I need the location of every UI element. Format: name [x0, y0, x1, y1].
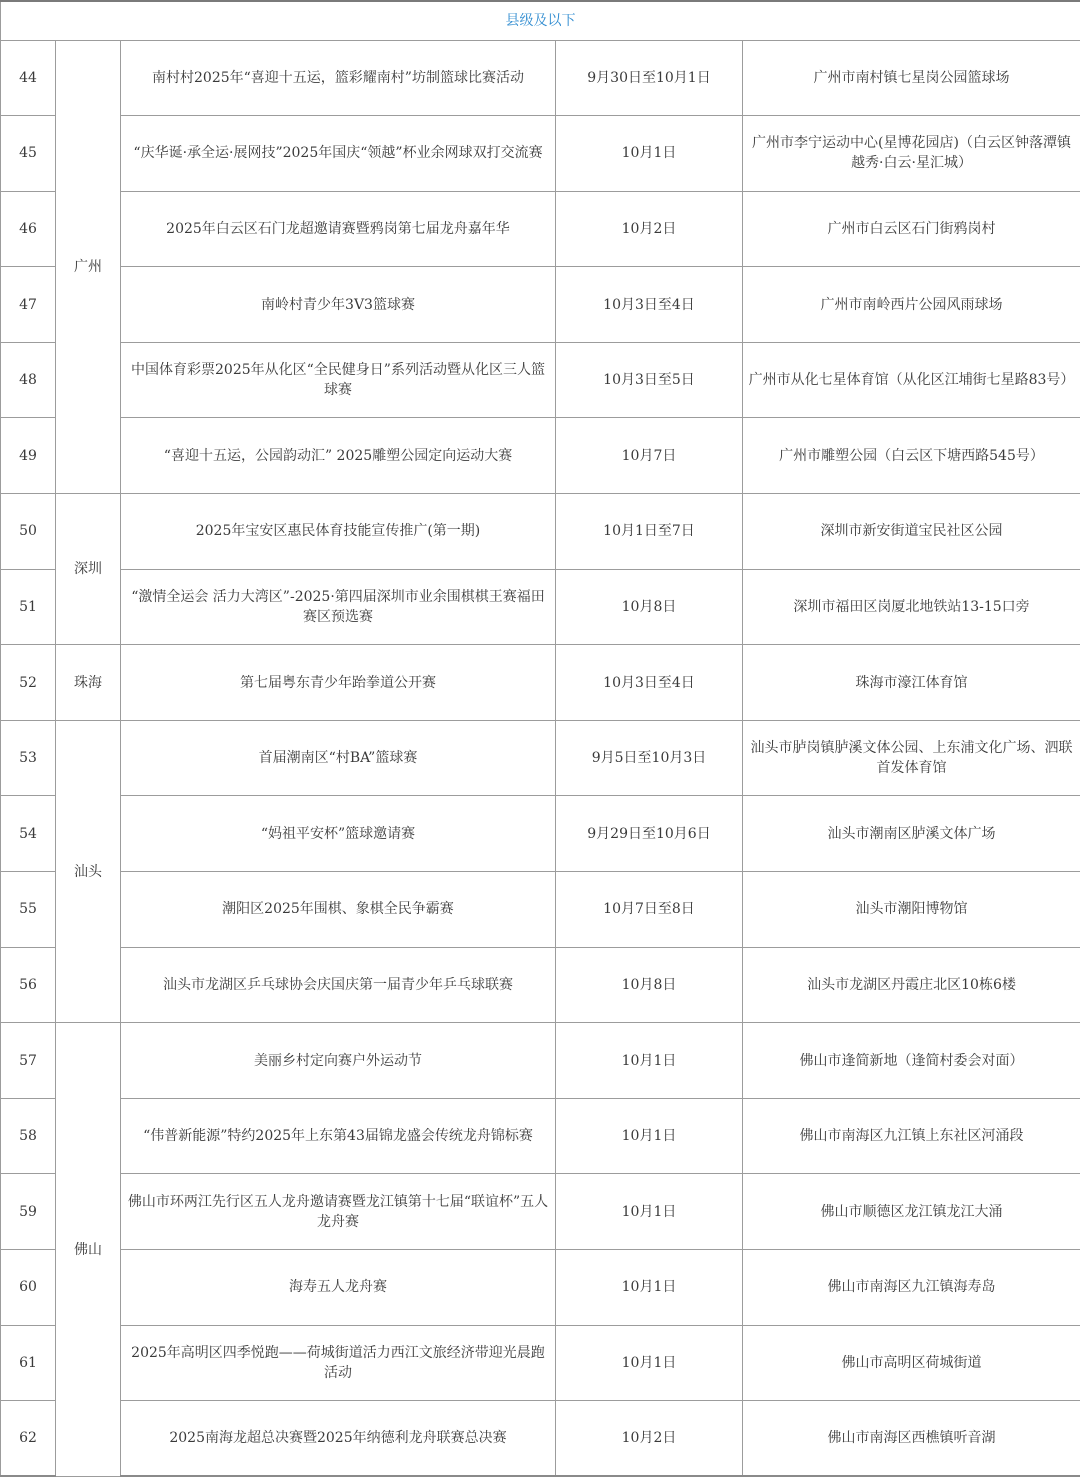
city-cell: 佛山 [56, 1023, 121, 1477]
event-location: 广州市李宁运动中心(星博花园店)（白云区钟落潭镇越秀·白云·星汇城） [743, 116, 1080, 192]
event-name: “喜迎十五运，公园韵动汇” 2025雕塑公园定向运动大赛 [121, 418, 556, 494]
table-row [1, 1401, 1080, 1477]
table-row [1, 720, 1080, 796]
table-row [1, 1174, 1080, 1250]
event-location: 广州市从化七星体育馆（从化区江埔街七星路83号） [743, 342, 1080, 418]
event-date: 10月8日 [556, 569, 743, 645]
table-row [1, 645, 1080, 721]
event-location: 佛山市南海区九江镇海寿岛 [743, 1250, 1080, 1326]
event-name: “伟普新能源”特约2025年上东第43届锦龙盛会传统龙舟锦标赛 [121, 1098, 556, 1174]
event-location: 佛山市顺德区龙江镇龙江大涌 [743, 1174, 1080, 1250]
row-number: 61 [1, 1325, 56, 1401]
city-cell: 珠海 [56, 645, 121, 721]
row-number: 54 [1, 796, 56, 872]
row-number: 51 [1, 569, 56, 645]
city-cell: 广州 [56, 40, 121, 494]
event-name: 美丽乡村定向赛户外运动节 [121, 1023, 556, 1099]
event-name: 第七届粤东青少年跆拳道公开赛 [121, 645, 556, 721]
event-name: 首届潮南区“村BA”篮球赛 [121, 720, 556, 796]
event-name: 中国体育彩票2025年从化区“全民健身日”系列活动暨从化区三人篮球赛 [121, 342, 556, 418]
table-row [1, 796, 1080, 872]
row-number: 44 [1, 40, 56, 116]
section-header-row [1, 1, 1080, 40]
city-cell: 深圳 [56, 494, 121, 645]
table-row [1, 267, 1080, 343]
event-date: 10月1日至7日 [556, 494, 743, 570]
event-date: 10月1日 [556, 1098, 743, 1174]
event-location: 广州市南村镇七星岗公园篮球场 [743, 40, 1080, 116]
row-number: 58 [1, 1098, 56, 1174]
table-row [1, 1250, 1080, 1326]
row-number: 50 [1, 494, 56, 570]
event-date: 10月1日 [556, 116, 743, 192]
table-row [1, 40, 1080, 116]
event-name: 2025年高明区四季悦跑——荷城街道活力西江文旅经济带迎光晨跑活动 [121, 1325, 556, 1401]
row-number: 48 [1, 342, 56, 418]
event-date: 10月3日至4日 [556, 267, 743, 343]
table-row [1, 1023, 1080, 1099]
event-date: 9月29日至10月6日 [556, 796, 743, 872]
table-row [1, 418, 1080, 494]
section-title: 县级及以下 [1, 1, 1080, 40]
row-number: 45 [1, 116, 56, 192]
event-date: 10月1日 [556, 1325, 743, 1401]
event-location: 汕头市龙湖区丹霞庄北区10栋6楼 [743, 947, 1080, 1023]
table-row [1, 116, 1080, 192]
row-number: 55 [1, 872, 56, 948]
event-date: 10月2日 [556, 191, 743, 267]
event-name: 汕头市龙湖区乒乓球协会庆国庆第一届青少年乒乓球联赛 [121, 947, 556, 1023]
event-date: 10月1日 [556, 1174, 743, 1250]
table-row [1, 494, 1080, 570]
event-date: 10月3日至5日 [556, 342, 743, 418]
table-row [1, 191, 1080, 267]
event-date: 9月30日至10月1日 [556, 40, 743, 116]
event-location: 汕头市潮阳博物馆 [743, 872, 1080, 948]
table-row [1, 947, 1080, 1023]
event-location: 汕头市潮南区胪溪文体广场 [743, 796, 1080, 872]
event-name: 2025年宝安区惠民体育技能宣传推广(第一期) [121, 494, 556, 570]
event-name: 2025南海龙超总决赛暨2025年纳德利龙舟联赛总决赛 [121, 1401, 556, 1477]
row-number: 56 [1, 947, 56, 1023]
row-number: 62 [1, 1401, 56, 1477]
event-location: 佛山市南海区九江镇上东社区河涌段 [743, 1098, 1080, 1174]
event-location: 广州市雕塑公园（白云区下塘西路545号） [743, 418, 1080, 494]
table-row [1, 1325, 1080, 1401]
event-location: 广州市南岭西片公园风雨球场 [743, 267, 1080, 343]
event-name: “激情全运会 活力大湾区”-2025·第四届深圳市业余围棋棋王赛福田赛区预选赛 [121, 569, 556, 645]
event-location: 汕头市胪岗镇胪溪文体公园、上东浦文化广场、泗联首发体育馆 [743, 720, 1080, 796]
event-date: 10月7日至8日 [556, 872, 743, 948]
row-number: 59 [1, 1174, 56, 1250]
event-name: 潮阳区2025年围棋、象棋全民争霸赛 [121, 872, 556, 948]
event-location: 珠海市濠江体育馆 [743, 645, 1080, 721]
event-date: 10月1日 [556, 1250, 743, 1326]
row-number: 52 [1, 645, 56, 721]
table-row [1, 569, 1080, 645]
table-row [1, 872, 1080, 948]
event-date: 10月3日至4日 [556, 645, 743, 721]
row-number: 46 [1, 191, 56, 267]
event-date: 10月1日 [556, 1023, 743, 1099]
event-date: 10月7日 [556, 418, 743, 494]
event-name: 南村村2025年“喜迎十五运，篮彩耀南村”坊制篮球比赛活动 [121, 40, 556, 116]
event-date: 10月8日 [556, 947, 743, 1023]
event-location: 广州市白云区石门街鸦岗村 [743, 191, 1080, 267]
event-location: 深圳市新安街道宝民社区公园 [743, 494, 1080, 570]
row-number: 49 [1, 418, 56, 494]
event-name: “庆华诞·承全运·展网技”2025年国庆“领越”杯业余网球双打交流赛 [121, 116, 556, 192]
row-number: 47 [1, 267, 56, 343]
event-name: 南岭村青少年3V3篮球赛 [121, 267, 556, 343]
row-number: 57 [1, 1023, 56, 1099]
event-name: 佛山市环两江先行区五人龙舟邀请赛暨龙江镇第十七届“联谊杯”五人龙舟赛 [121, 1174, 556, 1250]
event-date: 9月5日至10月3日 [556, 720, 743, 796]
table-row [1, 1098, 1080, 1174]
event-location: 深圳市福田区岗厦北地铁站13-15口旁 [743, 569, 1080, 645]
event-location: 佛山市逢简新地（逢简村委会对面） [743, 1023, 1080, 1099]
event-date: 10月2日 [556, 1401, 743, 1477]
row-number: 53 [1, 720, 56, 796]
event-location: 佛山市高明区荷城街道 [743, 1325, 1080, 1401]
city-cell: 汕头 [56, 720, 121, 1022]
event-name: 2025年白云区石门龙超邀请赛暨鸦岗第七届龙舟嘉年华 [121, 191, 556, 267]
event-location: 佛山市南海区西樵镇听音湖 [743, 1401, 1080, 1477]
row-number: 60 [1, 1250, 56, 1326]
event-name: “妈祖平安杯”篮球邀请赛 [121, 796, 556, 872]
event-name: 海寿五人龙舟赛 [121, 1250, 556, 1326]
table-row [1, 342, 1080, 418]
